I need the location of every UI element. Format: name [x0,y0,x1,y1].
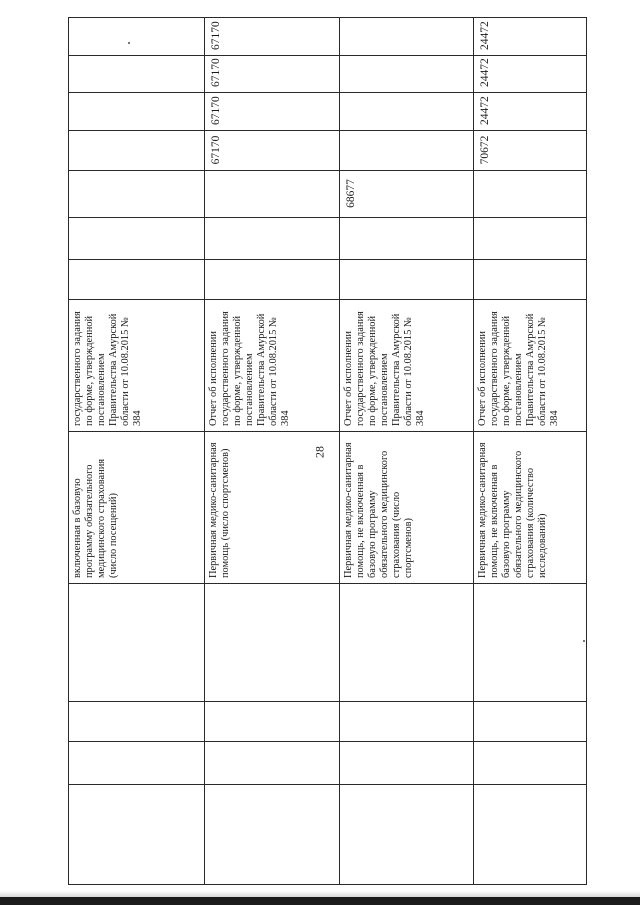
empty-cell [69,742,205,785]
value-cell: 68677 [340,171,474,218]
value-cell: 24472 [474,56,587,93]
empty-cell [340,742,474,785]
empty-cell [205,785,340,885]
empty-cell [69,702,205,742]
value-cell [69,218,205,260]
scan-speck [128,42,130,44]
indicator-cell: Первичная медико-санитарная помощь, не включенная в базовую программу обязательного медицинского страхования (число спортсменов) [340,432,474,584]
empty-cell [205,584,340,702]
value-cell [69,56,205,93]
empty-cell [340,785,474,885]
empty-cell [69,785,205,885]
value-cell [69,93,205,131]
scan-bottom-edge [0,897,640,905]
value-cell [340,93,474,131]
table-row [474,18,587,885]
value-cell: 24472 [474,93,587,131]
empty-cell [340,702,474,742]
rotated-table-frame [68,18,586,885]
value-cell: 67170 [205,93,340,131]
value-cell: 70672 [474,131,587,171]
value-cell [69,171,205,218]
empty-cell [205,702,340,742]
empty-cell [205,742,340,785]
source-cell: Отчет об исполнении государственного задания по форме, утвержденной постановлением Правительства Амурской области от 10.08.2015 № 384 [340,300,474,432]
empty-cell [474,702,587,742]
value-cell [205,218,340,260]
value-cell [340,218,474,260]
value-cell [474,218,587,260]
empty-cell [474,742,587,785]
empty-cell [474,785,587,885]
value-cell: 67170 [205,131,340,171]
value-cell: 67170 [205,18,340,56]
value-cell [69,131,205,171]
value-cell [340,131,474,171]
value-cell [340,260,474,300]
table-row [340,18,474,885]
data-table [68,17,587,885]
value-cell [340,18,474,56]
table-row [69,18,205,885]
value-cell: 67170 [205,56,340,93]
indicator-cell: Первичная медико-санитарная помощь (число спортсменов) [205,432,340,584]
value-cell [69,260,205,300]
value-cell [474,171,587,218]
empty-cell [340,584,474,702]
value-cell [340,56,474,93]
value-cell: 24472 [474,18,587,56]
page-number: 28 [312,446,327,458]
value-cell [205,171,340,218]
source-cell: Отчет об исполнении государственного задания по форме, утвержденной постановлением Правительства Амурской области от 10.08.2015 № 384 [205,300,340,432]
source-cell: государственного задания по форме, утвержденной постановлением Правительства Амурской области от 10.08.2015 № 384 [69,300,205,432]
source-cell: Отчет об исполнении государственного задания по форме, утвержденной постановлением Правительства Амурской области от 10.08.2015 № 384 [474,300,587,432]
empty-cell [69,584,205,702]
indicator-cell: Первичная медико-санитарная помощь, не включенная в базовую программу обязательного медицинского страхования (количество исследований) [474,432,587,584]
value-cell [205,260,340,300]
empty-cell [474,584,587,702]
table-row [205,18,340,885]
value-cell [69,18,205,56]
value-cell [474,260,587,300]
indicator-cell: включенная в базовую программу обязательного медицинского страхования (число посещений) [69,432,205,584]
scan-speck [583,640,585,642]
